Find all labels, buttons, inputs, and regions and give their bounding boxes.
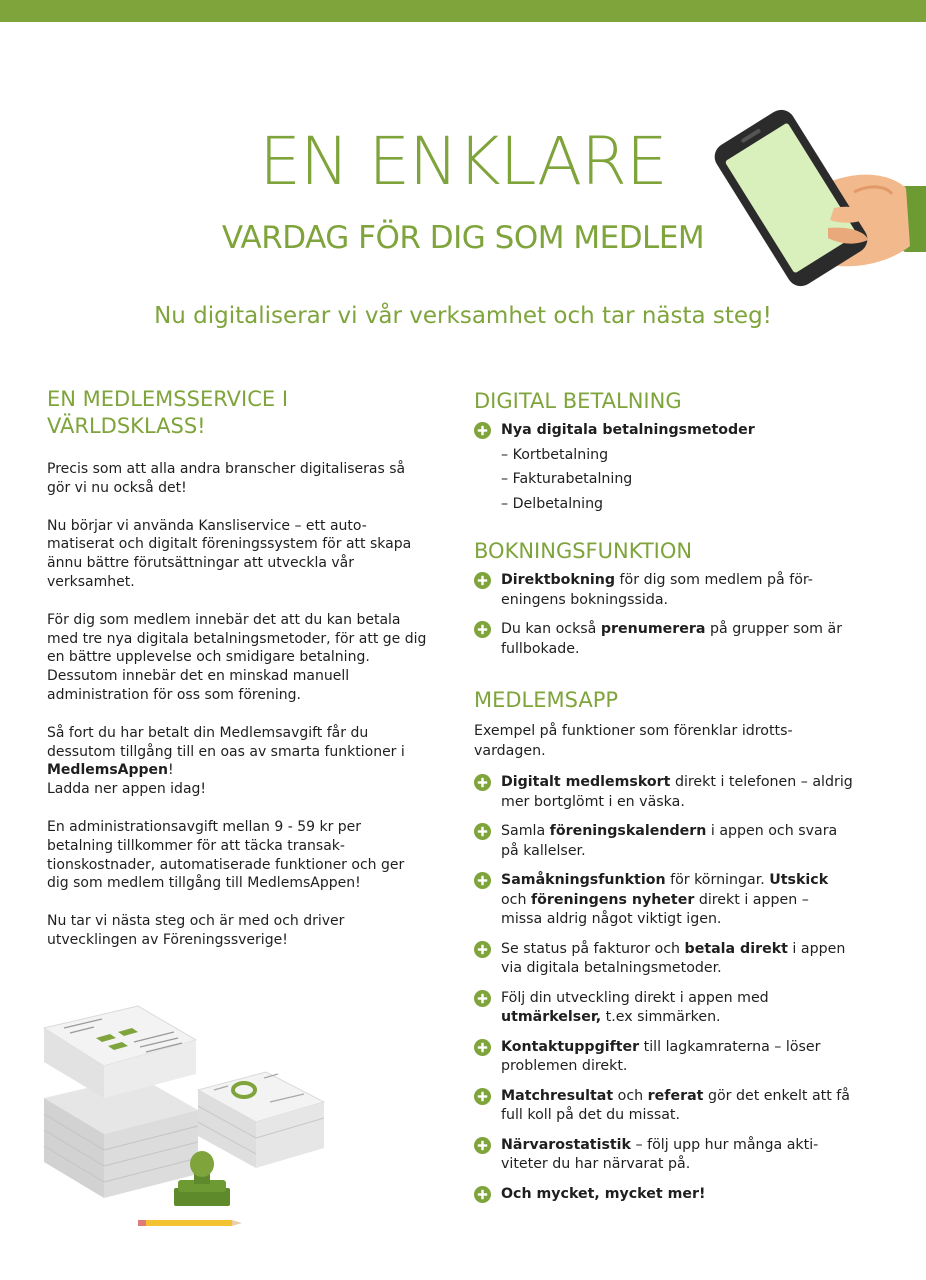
document-stack-stamp-illustration bbox=[38, 998, 338, 1233]
feature-label: föreningskalendern bbox=[549, 823, 707, 839]
feature-label: betala direkt bbox=[684, 940, 788, 957]
feature-label: Samåkningsfunktion bbox=[501, 872, 666, 888]
memberapp-heading: MEDLEMSAPP bbox=[474, 688, 619, 712]
feature-text: t.ex simmärken. bbox=[601, 1009, 721, 1025]
page-title: EN ENKLARE bbox=[259, 123, 667, 200]
list-item bbox=[474, 421, 854, 441]
plus-circle-icon bbox=[474, 823, 491, 840]
list-item: – Kortbetalning bbox=[501, 446, 609, 463]
memberservice-heading-line1: EN MEDLEMSSERVICE I bbox=[47, 387, 289, 411]
plus-circle-icon bbox=[474, 1137, 491, 1154]
hand-holding-phone-illustration bbox=[706, 108, 926, 288]
feature-text: och bbox=[501, 891, 531, 908]
paragraph-admin-fee: En administrationsavgift mellan 9 - 59 kr per betalning tillkommer för att täcka transak-tionskostnader, automatiserade funktioner och ger dig som medlem tillgång till MedlemsAppen! bbox=[47, 818, 405, 892]
feature-label: Digitalt medlemskort bbox=[501, 774, 671, 790]
paragraph-next-step: Nu tar vi nästa steg och är med och driver utvecklingen av Föreningssverige! bbox=[47, 913, 345, 948]
plus-circle-icon bbox=[474, 1186, 491, 1203]
plus-circle-icon bbox=[474, 621, 491, 638]
booking-heading: BOKNINGSFUNKTION bbox=[474, 539, 693, 563]
feature-text: direkt i telefonen – aldrig mer bortglömt i en väska. bbox=[501, 774, 853, 810]
list-item: – Fakturabetalning bbox=[501, 471, 633, 487]
plus-circle-icon bbox=[474, 990, 491, 1007]
feature-text: för körningar. bbox=[665, 872, 770, 888]
feature-text: i appen via digitala betalningsmetoder. bbox=[501, 940, 846, 976]
paragraph-intro: Precis som att alla andra branscher digitaliseras så gör vi nu också det! bbox=[47, 461, 406, 496]
list-item bbox=[474, 989, 854, 1028]
payment-methods-label: Nya digitala betalningsmetoder bbox=[501, 422, 755, 438]
page-subtitle: VARDAG FÖR DIG SOM MEDLEM bbox=[221, 220, 705, 256]
plus-circle-icon bbox=[474, 422, 491, 439]
memberapp-text: Så fort du har betalt din Medlemsavgift får du dessutom tillgång till en oas av smarta funktioner i bbox=[47, 724, 405, 760]
plus-circle-icon bbox=[474, 572, 491, 589]
feature-text: i appen och svara på kallelser. bbox=[501, 823, 838, 859]
feature-label: utmärkelser, bbox=[501, 1009, 602, 1025]
list-item bbox=[474, 871, 854, 930]
feature-text: – följ upp hur många akti-viteter du har närvarat på. bbox=[501, 1136, 819, 1172]
list-item bbox=[474, 620, 854, 659]
feature-text: till lagkamraterna – löser problemen direkt. bbox=[501, 1038, 821, 1074]
plus-circle-icon bbox=[474, 1088, 491, 1105]
payment-methods bbox=[474, 443, 854, 517]
feature-label: föreningens nyheter bbox=[530, 891, 695, 908]
memberapp-name: MedlemsAppen bbox=[47, 762, 169, 779]
left-column bbox=[47, 386, 427, 969]
right-column bbox=[474, 388, 854, 1214]
download-app-text: Ladda ner appen idag! bbox=[47, 781, 207, 798]
plus-circle-icon bbox=[474, 774, 491, 791]
tagline: Nu digitaliserar vi vår verksamhet och tar nästa steg! bbox=[154, 303, 772, 329]
list-item bbox=[474, 571, 854, 610]
feature-text: Se status på fakturor och bbox=[501, 940, 685, 957]
feature-label: Matchresultat bbox=[501, 1087, 614, 1104]
memberservice-heading bbox=[47, 386, 427, 440]
memberapp-intro: Exempel på funktioner som förenklar idrotts-vardagen. bbox=[474, 723, 793, 759]
feature-label: Och mycket, mycket mer! bbox=[501, 1185, 706, 1202]
payment-list bbox=[474, 421, 854, 441]
list-item bbox=[474, 940, 854, 979]
list-item bbox=[474, 1136, 854, 1175]
memberapp-features bbox=[474, 773, 854, 1204]
list-item bbox=[474, 1185, 854, 1205]
feature-text: gör det enkelt att få full koll på det du missat. bbox=[501, 1087, 850, 1123]
list-item bbox=[474, 773, 854, 812]
feature-label: Utskick bbox=[769, 872, 829, 888]
feature-text: direkt i appen – missa aldrig något viktigt igen. bbox=[501, 891, 809, 927]
plus-circle-icon bbox=[474, 872, 491, 889]
subscribe-text-a: Du kan också bbox=[501, 621, 601, 637]
direct-booking-text: för dig som medlem på för-eningens bokningssida. bbox=[501, 572, 813, 608]
subscribe-text-b: på grupper som är fullbokade. bbox=[501, 621, 843, 657]
feature-text: och bbox=[613, 1087, 648, 1104]
memberservice-heading-line2: VÄRLDSKLASS! bbox=[47, 414, 206, 438]
subscribe-label: prenumerera bbox=[600, 621, 706, 637]
direct-booking-label: Direktbokning bbox=[501, 572, 616, 588]
list-item: – Delbetalning bbox=[501, 495, 604, 512]
feature-text: Följ din utveckling direkt i appen med bbox=[501, 989, 769, 1006]
list-item bbox=[474, 1087, 854, 1126]
feature-label: Närvarostatistik bbox=[501, 1136, 631, 1153]
list-item bbox=[474, 1038, 854, 1077]
top-accent-bar bbox=[0, 0, 926, 22]
memberapp-exclaim: ! bbox=[168, 762, 174, 779]
feature-text: Samla bbox=[501, 823, 550, 839]
paragraph-kansliservice: Nu börjar vi använda Kansliservice – ett auto-matiserat och digitalt föreningssystem för att skapa ännu bättre förutsättningar att utveckla vår verksamhet. bbox=[47, 517, 412, 590]
payment-heading: DIGITAL BETALNING bbox=[474, 389, 682, 413]
feature-label: Kontaktuppgifter bbox=[501, 1038, 640, 1055]
list-item bbox=[474, 822, 854, 861]
paragraph-memberapp bbox=[47, 724, 427, 799]
booking-list bbox=[474, 571, 854, 659]
feature-label: referat bbox=[647, 1087, 704, 1104]
plus-circle-icon bbox=[474, 941, 491, 958]
paragraph-payment-benefits: För dig som medlem innebär det att du kan betala med tre nya digitala betalningsmetoder, för att ge dig en bättre upplevelse och smidigare betalning. Dessutom innebär det en minskad manuell administration för oss som förening. bbox=[47, 611, 427, 703]
plus-circle-icon bbox=[474, 1039, 491, 1056]
